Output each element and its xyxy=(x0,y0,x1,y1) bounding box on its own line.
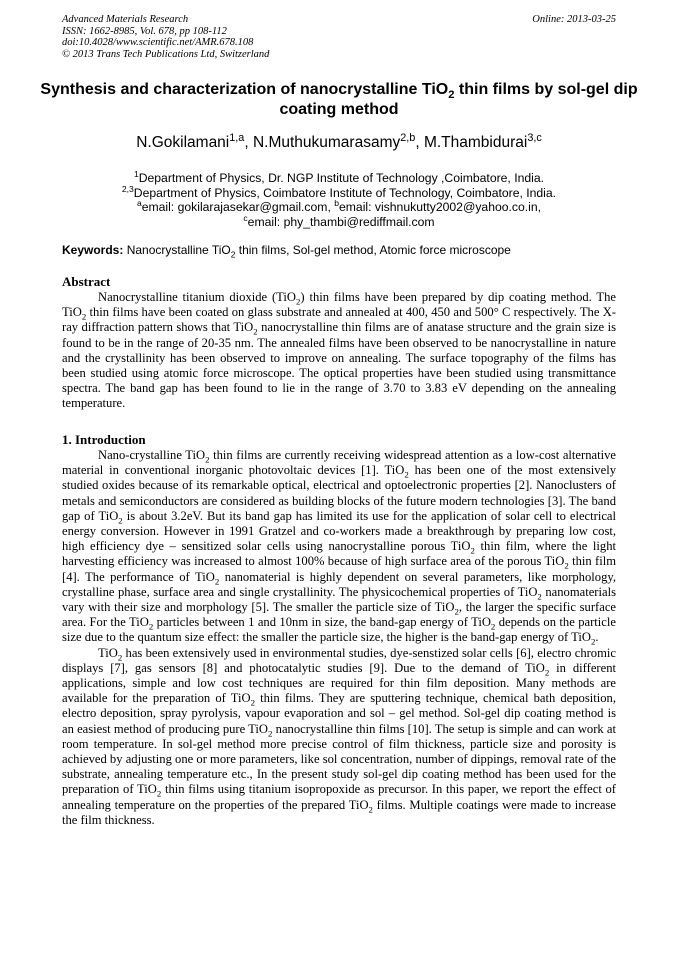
affiliation-2 xyxy=(0,183,678,201)
subscript: 2 xyxy=(490,621,496,632)
subscript: 2 xyxy=(81,311,87,322)
author-sup: 2,b xyxy=(400,131,416,144)
subscript: 2 xyxy=(156,788,162,799)
intro-paragraph-1 xyxy=(62,448,616,646)
affiliation-sup: 1 xyxy=(133,168,139,179)
journal-name: Advanced Materials Research xyxy=(62,14,189,25)
page-header xyxy=(62,14,616,60)
subscript: 2 xyxy=(205,454,210,465)
paper-title xyxy=(40,80,638,120)
subscript: 2 xyxy=(214,576,220,587)
paragraph-run: , the larger the specific surface area. For the TiO xyxy=(62,600,617,630)
subscript: 2 xyxy=(537,591,542,602)
affiliations xyxy=(0,168,678,229)
author-name: , N.Muthukumarasamy xyxy=(244,134,401,151)
paragraph-run: depends on the particle size due to the quantum size effect: the smaller the particle size, the higher is the band-gap energy of TiO xyxy=(62,615,616,645)
subscript: 2 xyxy=(250,697,255,708)
subscript: 2 xyxy=(117,652,123,663)
paragraph-run: nanomaterials vary with their size and morphology [5]. The smaller the particle size of TiO xyxy=(62,584,616,615)
abstract-heading: Abstract xyxy=(62,274,111,289)
copyright-line: © 2013 Trans Tech Publications Ltd, Switzerland xyxy=(62,48,270,60)
paragraph-run: TiO xyxy=(98,645,118,660)
subscript: 2 xyxy=(148,621,154,632)
subscript: 2 xyxy=(253,326,258,337)
paragraph-run: is about 3.2eV. But its band gap has limited its use for the application of solar cell to electrical energy conversion. However in 1991 Gratzel and co-workers made a breakthrough by preparing low cost, high efficiency dye – sensitized solar cells using nanocrystalline porous TiO xyxy=(62,508,616,554)
subscript: 2 xyxy=(544,667,550,678)
abstract-paragraph xyxy=(62,290,616,412)
subscript: 2 xyxy=(591,636,596,647)
paragraph-run: Nano-crystalline TiO xyxy=(98,448,206,462)
paragraph-run: thin films. They are sputtering technique, chemical bath deposition, electro deposition, spray pyrolysis, vapour evaporation and sol – gel method. Sol-gel dip coating method is an easiest method of producing pure TiO xyxy=(62,691,616,736)
title-text-end: thin films by sol-gel dip coating method xyxy=(279,81,638,118)
keywords-subscript: 2 xyxy=(230,249,236,260)
keywords xyxy=(62,243,618,260)
author-sup: 1,a xyxy=(229,131,245,144)
paragraph-run: nanocrystalline thin films [10]. The setup is simple and can work at room temperature. In sol-gel method more precise control of film thickness, particle size and porosity is achieved by adjusting one or more parameters, like sol concentration, number of dippings, removal rate of the substrate, annealing temperature etc., In the present study sol-gel dip coating method has been used for the preparation of TiO xyxy=(62,721,617,797)
title-text: Synthesis and characterization of nanocrystalline TiO xyxy=(40,81,449,98)
subscript: 2 xyxy=(564,560,569,571)
email-text: email: vishnukutty2002@yahoo.co.in, xyxy=(338,200,542,214)
author-sup: 3,c xyxy=(527,131,542,144)
email-sup: b xyxy=(334,197,339,208)
online-date: Online: 2013-03-25 xyxy=(532,14,616,25)
subscript: 2 xyxy=(404,469,409,480)
doi-line: doi:10.4028/www.scientific.net/AMR.678.108 xyxy=(62,37,254,48)
paragraph-run: thin films using titanium isopropoxide as precursor. In this paper, we report the effect of annealing temperature on the properties of the prepared TiO xyxy=(62,782,616,812)
email-line-1 xyxy=(0,197,678,215)
abstract-run: ) thin films have been prepared by dip coating method. The TiO xyxy=(62,290,616,320)
abstract-run: Nanocrystalline titanium dioxide (TiO xyxy=(98,290,297,304)
paragraph-run: nanomaterial is highly dependent on several parameters, like morphology, crystalline phase, surface area and single crystallinity. The physicochemical properties of TiO xyxy=(62,569,616,599)
paragraph-run: has been one of the most extensively studied oxides because of its remarkable optical, electrical and optoelectronic properties [2]. Nanoclusters of metals and semiconductors are considered as building blocks of the future modern technologies [3]. The band gap of TiO xyxy=(62,463,616,523)
paragraph-run: particles between 1 and 10nm in size, the band-gap energy of TiO xyxy=(153,615,491,630)
introduction-heading: 1. Introduction xyxy=(62,432,146,447)
issn-line: ISSN: 1662-8985, Vol. 678, pp 108-112 xyxy=(62,25,227,37)
paragraph-run: thin film, where the light harvesting efficiency was increased to almost 100% because of high surface area of the porous TiO xyxy=(62,539,617,569)
introduction-body xyxy=(62,448,616,828)
title-subscript: 2 xyxy=(448,89,455,102)
author-name: N.Gokilamani xyxy=(136,134,230,151)
email-sup: a xyxy=(136,197,142,208)
email-line-2 xyxy=(0,212,678,230)
author-name: , M.Thambidurai xyxy=(415,134,528,151)
paragraph-run: . xyxy=(595,630,599,645)
abstract-body xyxy=(62,290,616,412)
subscript: 2 xyxy=(368,804,373,815)
author-list xyxy=(0,131,678,152)
paragraph-run: thin film [4]. The performance of TiO xyxy=(62,554,616,584)
intro-paragraph-2 xyxy=(62,646,616,828)
abstract-run: thin films have been coated on glass substrate and annealed at 400, 450 and 500° C respectively. The X- ray diffraction pattern shows that TiO xyxy=(62,305,616,335)
paragraph-run: has been extensively used in environmental studies, dye-senstized solar cells [6], electro chromic displays [7], gas sensors [8] and photocatalytic studies [9]. Due to the demand of TiO xyxy=(62,645,616,675)
subscript: 2 xyxy=(118,515,123,526)
affiliation-1 xyxy=(0,168,678,186)
subscript: 2 xyxy=(454,606,459,617)
keywords-text-end: thin films, Sol-gel method, Atomic force microscope xyxy=(235,243,511,257)
paragraph-run: films. Multiple coatings were made to increase the film thickness. xyxy=(62,797,616,827)
keywords-label: Keywords: xyxy=(62,243,124,257)
abstract-run: nanocrystalline thin films are of anatase structure and the grain size is found to be in the range of 20-35 nm. The annealed films have been observed to be nanocrystalline in nature and the crystallinity has been observed to improve on annealing. The surface topography of the films has been studied using atomic force microscope. The optical properties have been studied using transmittance spectra. The band gap has been found to lie in the range of 3.70 to 3.83 eV depending on the annealing temperature. xyxy=(62,320,616,411)
email-text: email: gokilarajasekar@gmail.com, xyxy=(141,200,335,214)
affiliation-sup: 2,3 xyxy=(121,183,134,194)
subscript: 2 xyxy=(470,545,475,556)
email-sup: c xyxy=(243,212,248,223)
keywords-text: Nanocrystalline TiO xyxy=(123,243,231,257)
paragraph-run: thin films are currently receiving widespread attention as a low-cost alternative material in conventional inorganic photovoltaic devices [1]. TiO xyxy=(62,448,616,478)
subscript: 2 xyxy=(268,728,273,739)
affiliation-text: Department of Physics, Dr. NGP Institute of Technology ,Coimbatore, India. xyxy=(138,171,545,185)
paragraph-run: in different applications, simple and low cost techniques are required for thin film deposition. Many methods are available for the preparation of TiO xyxy=(62,660,617,706)
subscript: 2 xyxy=(296,296,301,307)
affiliation-text: Department of Physics, Coimbatore Institute of Technology, Coimbatore, India. xyxy=(133,185,557,200)
email-text: email: phy_thambi@rediffmail.com xyxy=(247,214,435,229)
